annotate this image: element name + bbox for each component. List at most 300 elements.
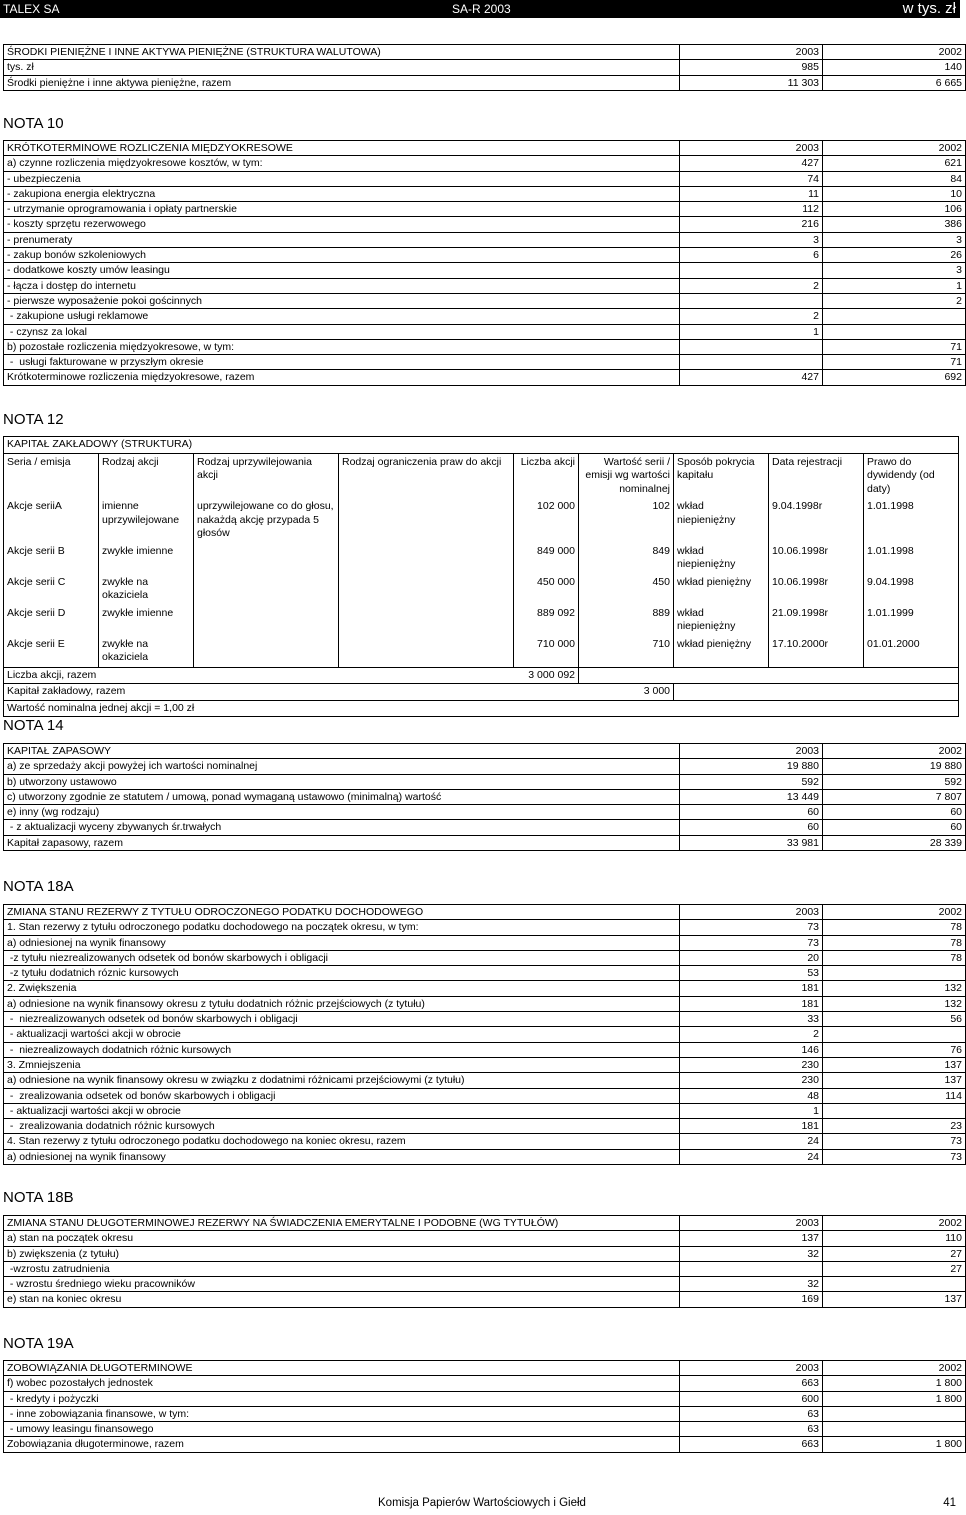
capital-column-header: Data rejestracji: [769, 453, 864, 498]
row-label: - koszty sprzętu rezerwowego: [4, 217, 680, 232]
row-value-current: 2: [680, 309, 823, 324]
row-value-previous: 60: [823, 820, 966, 835]
capital-total: Kapitał zakładowy, razem 3 000: [4, 684, 674, 701]
nota12-title: KAPITAŁ ZAKŁADOWY (STRUKTURA): [4, 437, 959, 454]
capital-cell-data: 10.06.1998r: [769, 574, 864, 605]
capital-column-header: Rodzaj ograniczenia praw do akcji: [339, 453, 514, 498]
nota12-heading: NOTA 12: [3, 411, 64, 428]
capital-cell-sposob: wkład pieniężny: [674, 574, 769, 605]
capital-cell-liczba: 710 000: [514, 636, 579, 668]
capital-cell-seria: Akcje serii B: [4, 543, 99, 574]
table-row: [4, 60, 966, 75]
nota18a-table: [3, 904, 966, 1165]
capital-cell-data: 9.04.1998r: [769, 498, 864, 543]
row-label: - kredyty i pożyczki: [4, 1391, 680, 1406]
capital-cell-sposob: wkład niepieniężny: [674, 605, 769, 636]
nota12-section: [3, 436, 958, 717]
row-label: c) utworzony zgodnie ze statutem / umową, ponad wymaganą ustawowo (minimalną) wartość: [4, 789, 680, 804]
row-label: a) odniesionej na wynik finansowy: [4, 1149, 680, 1164]
row-value-previous: 26: [823, 248, 966, 263]
unit-label: w tys. zł: [902, 0, 956, 17]
table-row: [4, 370, 966, 385]
table-row: [4, 1376, 966, 1391]
capital-cell-ogr: [339, 605, 514, 636]
row-value-previous: 56: [823, 1012, 966, 1027]
table-row: [4, 1149, 966, 1164]
table-title: ŚRODKI PIENIĘŻNE I INNE AKTYWA PIENIĘŻNE (STRUKTURA WALUTOWA): [4, 45, 680, 60]
row-label: - ubezpieczenia: [4, 171, 680, 186]
row-value-previous: 3: [823, 263, 966, 278]
row-value-current: 427: [680, 156, 823, 171]
table-row: [4, 1073, 966, 1088]
row-value-previous: 27: [823, 1261, 966, 1276]
row-value-previous: 1 800: [823, 1437, 966, 1452]
capital-cell-sposob: wkład pieniężny: [674, 636, 769, 668]
row-value-current: 24: [680, 1149, 823, 1164]
row-value-previous: 110: [823, 1231, 966, 1246]
table-row: [4, 1042, 966, 1057]
row-value-previous: 28 339: [823, 835, 966, 850]
table-row: [4, 1406, 966, 1421]
capital-column-header: Rodzaj uprzywilejowania akcji: [194, 453, 339, 498]
table-row: [4, 1134, 966, 1149]
year-column-header: 2002: [823, 744, 966, 759]
table-row: [4, 263, 966, 278]
row-label: - dodatkowe koszty umów leasingu: [4, 263, 680, 278]
row-label: e) inny (wg rodzaju): [4, 805, 680, 820]
table-row: [4, 1103, 966, 1118]
table-row: [4, 202, 966, 217]
year-column-header: 2003: [680, 45, 823, 60]
capital-cell-liczba: 849 000: [514, 543, 579, 574]
cash-section: [3, 44, 962, 91]
row-label: - zakup bonów szkoleniowych: [4, 248, 680, 263]
row-label: b) utworzony ustawowo: [4, 774, 680, 789]
row-value-previous: 27: [823, 1246, 966, 1261]
capital-cell-rodzaj: zwykłe na okaziciela: [99, 574, 194, 605]
row-value-previous: 73: [823, 1134, 966, 1149]
page-header: [0, 0, 960, 18]
capital-cell-ogr: [339, 636, 514, 668]
row-value-current: 2: [680, 1027, 823, 1042]
table-header-row: [4, 141, 966, 156]
table-header-row: [4, 1361, 966, 1376]
row-value-previous: 2: [823, 293, 966, 308]
nota18b-table: [3, 1215, 966, 1308]
row-label: a) odniesione na wynik finansowy okresu w związku z dodatnimi różnicami przejściowymi (z tytułu): [4, 1073, 680, 1088]
table-row: [4, 1088, 966, 1103]
row-label: - inne zobowiązania finansowe, w tym:: [4, 1406, 680, 1421]
table-row: [4, 232, 966, 247]
row-label: Środki pieniężne i inne aktywa pieniężne, razem: [4, 75, 680, 90]
nota14-heading: NOTA 14: [3, 717, 64, 734]
row-value-current: 1: [680, 324, 823, 339]
table-row: [4, 248, 966, 263]
table-row: [4, 75, 966, 90]
capital-cell-prawo: 1.01.1999: [864, 605, 959, 636]
row-value-current: 663: [680, 1437, 823, 1452]
nota12-table: [3, 436, 959, 717]
row-value-current: [680, 339, 823, 354]
row-value-current: 216: [680, 217, 823, 232]
year-column-header: 2003: [680, 1216, 823, 1231]
table-row: [4, 355, 966, 370]
year-column-header: 2002: [823, 45, 966, 60]
table-row: [4, 789, 966, 804]
row-label: -wzrostu zatrudnienia: [4, 1261, 680, 1276]
table-row: [4, 950, 966, 965]
row-value-current: 74: [680, 171, 823, 186]
table-row: [4, 759, 966, 774]
capital-cell-liczba: 102 000: [514, 498, 579, 543]
row-value-previous: 386: [823, 217, 966, 232]
row-value-previous: 10: [823, 186, 966, 201]
capital-cell-wartosc: 889: [579, 605, 674, 636]
row-label: - zakupiona energia elektryczna: [4, 186, 680, 201]
capital-row: [4, 543, 959, 574]
row-label: b) pozostałe rozliczenia międzyokresowe, w tym:: [4, 339, 680, 354]
row-value-current: 137: [680, 1231, 823, 1246]
table-title: ZMIANA STANU DŁUGOTERMINOWEJ REZERWY NA ŚWIADCZENIA EMERYTALNE I PODOBNE (WG TYTUŁÓW): [4, 1216, 680, 1231]
capital-row: [4, 605, 959, 636]
nota18b-heading: NOTA 18B: [3, 1189, 74, 1206]
table-row: [4, 774, 966, 789]
row-label: - łącza i dostęp do internetu: [4, 278, 680, 293]
capital-cell-seria: Akcje serii C: [4, 574, 99, 605]
row-value-previous: 692: [823, 370, 966, 385]
row-value-previous: [823, 1027, 966, 1042]
row-value-previous: 137: [823, 1292, 966, 1307]
row-value-previous: 1 800: [823, 1376, 966, 1391]
row-label: - umowy leasingu finansowego: [4, 1422, 680, 1437]
capital-cell-rodzaj: zwykłe imienne: [99, 543, 194, 574]
row-label: 4. Stan rezerwy z tytułu odroczonego podatku dochodowego na koniec okresu, razem: [4, 1134, 680, 1149]
row-value-previous: 19 880: [823, 759, 966, 774]
row-value-current: 33 981: [680, 835, 823, 850]
row-value-current: 13 449: [680, 789, 823, 804]
row-value-current: [680, 293, 823, 308]
row-value-current: 6: [680, 248, 823, 263]
table-row: [4, 1422, 966, 1437]
row-value-current: 3: [680, 232, 823, 247]
row-value-current: 181: [680, 981, 823, 996]
row-label: - utrzymanie oprogramowania i opłaty partnerskie: [4, 202, 680, 217]
row-value-previous: [823, 1406, 966, 1421]
capital-cell-prawo: 01.01.2000: [864, 636, 959, 668]
row-value-previous: [823, 1103, 966, 1118]
capital-cell-uprzyw: [194, 605, 339, 636]
row-label: Kapitał zapasowy, razem: [4, 835, 680, 850]
capital-cell-liczba: 450 000: [514, 574, 579, 605]
capital-cell-uprzyw: [194, 574, 339, 605]
nota10-section: [3, 140, 962, 386]
nota10-heading: NOTA 10: [3, 115, 64, 132]
row-label: a) ze sprzedaży akcji powyżej ich wartości nominalnej: [4, 759, 680, 774]
row-value-previous: 78: [823, 920, 966, 935]
row-label: - pierwsze wyposażenie pokoi gościnnych: [4, 293, 680, 308]
capital-cell-data: 17.10.2000r: [769, 636, 864, 668]
row-value-current: 48: [680, 1088, 823, 1103]
capital-cell-prawo: 9.04.1998: [864, 574, 959, 605]
capital-cell-liczba: 889 092: [514, 605, 579, 636]
table-row: [4, 156, 966, 171]
row-value-current: 24: [680, 1134, 823, 1149]
table-header-row: [4, 45, 966, 60]
row-value-current: 1: [680, 1103, 823, 1118]
capital-row: [4, 636, 959, 668]
row-value-previous: 7 807: [823, 789, 966, 804]
row-value-previous: 6 665: [823, 75, 966, 90]
row-label: Zobowiązania długoterminowe, razem: [4, 1437, 680, 1452]
capital-cell-rodzaj: zwykłe imienne: [99, 605, 194, 636]
capital-cell-ogr: [339, 574, 514, 605]
row-value-current: 600: [680, 1391, 823, 1406]
row-value-previous: [823, 324, 966, 339]
capital-cell-wartosc: 102: [579, 498, 674, 543]
table-row: [4, 1391, 966, 1406]
capital-header-row: [4, 453, 959, 498]
nominal-value-note: Wartość nominalna jednej akcji = 1,00 zł: [4, 700, 959, 717]
row-label: 1. Stan rezerwy z tytułu odroczonego podatku dochodowego na początek okresu, w tym:: [4, 920, 680, 935]
row-label: a) stan na początek okresu: [4, 1231, 680, 1246]
capital-cell-seria: Akcje serii D: [4, 605, 99, 636]
row-value-previous: 78: [823, 935, 966, 950]
row-value-previous: 78: [823, 950, 966, 965]
capital-column-header: Rodzaj akcji: [99, 453, 194, 498]
row-label: - zrealizowania odsetek od bonów skarbowych i obligacji: [4, 1088, 680, 1103]
row-value-previous: 84: [823, 171, 966, 186]
page-number: 41: [943, 1497, 956, 1509]
table-row: [4, 186, 966, 201]
row-value-previous: 137: [823, 1057, 966, 1072]
capital-cell-wartosc: 849: [579, 543, 674, 574]
cash-table: [3, 44, 966, 91]
year-column-header: 2002: [823, 141, 966, 156]
row-value-current: [680, 263, 823, 278]
row-value-previous: 71: [823, 355, 966, 370]
row-label: - niezrealizowaych dodatnich różnic kursowych: [4, 1042, 680, 1057]
row-value-previous: 114: [823, 1088, 966, 1103]
capital-column-header: Prawo do dywidendy (od daty): [864, 453, 959, 498]
table-row: [4, 278, 966, 293]
table-row: [4, 935, 966, 950]
footer-org: Komisja Papierów Wartościowych i Giełd: [378, 1497, 586, 1509]
row-value-current: 60: [680, 820, 823, 835]
report-name: SA-R 2003: [452, 2, 511, 16]
row-value-previous: 106: [823, 202, 966, 217]
row-label: a) odniesione na wynik finansowy okresu z tytułu dodatnich różnic przejściowych (z tytułu): [4, 996, 680, 1011]
nota14-table: [3, 743, 966, 851]
row-value-current: 73: [680, 935, 823, 950]
row-value-current: 63: [680, 1406, 823, 1421]
table-row: [4, 966, 966, 981]
row-value-previous: [823, 1277, 966, 1292]
row-value-current: 230: [680, 1057, 823, 1072]
table-row: [4, 805, 966, 820]
nota18a-heading: NOTA 18A: [3, 878, 74, 895]
row-value-current: 169: [680, 1292, 823, 1307]
row-value-previous: 621: [823, 156, 966, 171]
row-label: tys. zł: [4, 60, 680, 75]
nota18a-section: [3, 904, 962, 1165]
row-label: 3. Zmniejszenia: [4, 1057, 680, 1072]
row-value-current: 181: [680, 996, 823, 1011]
table-row: [4, 1057, 966, 1072]
capital-cell-prawo: 1.01.1998: [864, 543, 959, 574]
table-row: [4, 996, 966, 1011]
row-value-current: 20: [680, 950, 823, 965]
capital-row: [4, 498, 959, 543]
row-value-previous: 132: [823, 981, 966, 996]
table-row: [4, 1012, 966, 1027]
row-value-previous: [823, 309, 966, 324]
row-value-current: 2: [680, 278, 823, 293]
row-label: - niezrealizowanych odsetek od bonów skarbowych i obligacji: [4, 1012, 680, 1027]
capital-column-header: Wartość serii / emisji wg wartości nominalnej: [579, 453, 674, 498]
year-column-header: 2002: [823, 905, 966, 920]
row-label: a) odniesionej na wynik finansowy: [4, 935, 680, 950]
total-shares-label: Liczba akcji, razem 3 000 092: [4, 667, 579, 684]
nota19a-section: [3, 1360, 962, 1453]
table-row: [4, 835, 966, 850]
capital-cell-rodzaj: imienne uprzywilejowane: [99, 498, 194, 543]
table-row: [4, 820, 966, 835]
table-row: [4, 1277, 966, 1292]
row-value-current: 73: [680, 920, 823, 935]
table-row: [4, 217, 966, 232]
row-value-previous: 71: [823, 339, 966, 354]
capital-cell-seria: Akcje serii E: [4, 636, 99, 668]
row-label: - aktualizacji wartości akcji w obrocie: [4, 1027, 680, 1042]
row-label: - wzrostu średniego wieku pracowników: [4, 1277, 680, 1292]
capital-cell-prawo: 1.01.1998: [864, 498, 959, 543]
row-value-previous: 132: [823, 996, 966, 1011]
row-label: e) stan na koniec okresu: [4, 1292, 680, 1307]
year-column-header: 2003: [680, 141, 823, 156]
row-value-current: 11 303: [680, 75, 823, 90]
capital-cell-sposob: wkład niepieniężny: [674, 498, 769, 543]
capital-column-header: Sposób pokrycia kapitału: [674, 453, 769, 498]
table-title: ZMIANA STANU REZERWY Z TYTUŁU ODROCZONEGO PODATKU DOCHODOWEGO: [4, 905, 680, 920]
table-row: [4, 339, 966, 354]
table-row: [4, 1027, 966, 1042]
row-value-current: 11: [680, 186, 823, 201]
table-row: [4, 1231, 966, 1246]
row-value-previous: 23: [823, 1119, 966, 1134]
row-label: f) wobec pozostałych jednostek: [4, 1376, 680, 1391]
table-header-row: [4, 1216, 966, 1231]
nota18b-section: [3, 1215, 962, 1308]
row-value-previous: [823, 966, 966, 981]
row-value-previous: 137: [823, 1073, 966, 1088]
table-row: [4, 1119, 966, 1134]
capital-cell-uprzyw: uprzywilejowane co do głosu, nakażdą akcję przypada 5 głosów: [194, 498, 339, 543]
row-label: - prenumeraty: [4, 232, 680, 247]
capital-cell-sposob: wkład niepieniężny: [674, 543, 769, 574]
capital-cell-data: 21.09.1998r: [769, 605, 864, 636]
table-row: [4, 1292, 966, 1307]
row-label: - zrealizowania dodatnich różnic kursowych: [4, 1119, 680, 1134]
row-label: - z aktualizacji wyceny zbywanych śr.trwałych: [4, 820, 680, 835]
year-column-header: 2003: [680, 905, 823, 920]
row-value-current: [680, 1261, 823, 1276]
capital-column-header: Seria / emisja: [4, 453, 99, 498]
row-value-current: 663: [680, 1376, 823, 1391]
table-row: [4, 1437, 966, 1452]
table-row: [4, 1246, 966, 1261]
row-label: 2. Zwiększenia: [4, 981, 680, 996]
capital-column-header: Liczba akcji: [514, 453, 579, 498]
row-value-previous: 73: [823, 1149, 966, 1164]
row-value-current: 112: [680, 202, 823, 217]
row-value-previous: 1 800: [823, 1391, 966, 1406]
table-title: KRÓTKOTERMINOWE ROZLICZENIA MIĘDZYOKRESOWE: [4, 141, 680, 156]
year-column-header: 2002: [823, 1216, 966, 1231]
table-row: [4, 981, 966, 996]
capital-cell-data: 10.06.1998r: [769, 543, 864, 574]
table-row: [4, 171, 966, 186]
capital-cell-ogr: [339, 543, 514, 574]
row-label: - aktualizacji wartości akcji w obrocie: [4, 1103, 680, 1118]
row-label: Krótkoterminowe rozliczenia międzyokresowe, razem: [4, 370, 680, 385]
nota10-table: [3, 140, 966, 386]
year-column-header: 2003: [680, 1361, 823, 1376]
capital-row: [4, 574, 959, 605]
year-column-header: 2003: [680, 744, 823, 759]
row-label: b) zwiększenia (z tytułu): [4, 1246, 680, 1261]
nota19a-heading: NOTA 19A: [3, 1335, 74, 1352]
table-header-row: [4, 905, 966, 920]
capital-cell-ogr: [339, 498, 514, 543]
row-value-current: 427: [680, 370, 823, 385]
company-name: TALEX SA: [3, 2, 60, 16]
table-title: ZOBOWIĄZANIA DŁUGOTERMINOWE: [4, 1361, 680, 1376]
row-value-current: [680, 355, 823, 370]
nota14-section: [3, 743, 962, 851]
row-value-previous: [823, 1422, 966, 1437]
table-row: [4, 293, 966, 308]
capital-cell-wartosc: 450: [579, 574, 674, 605]
row-value-previous: 3: [823, 232, 966, 247]
row-value-previous: 76: [823, 1042, 966, 1057]
year-column-header: 2002: [823, 1361, 966, 1376]
capital-cell-wartosc: 710: [579, 636, 674, 668]
row-label: - zakupione usługi reklamowe: [4, 309, 680, 324]
row-value-previous: 140: [823, 60, 966, 75]
row-value-current: 63: [680, 1422, 823, 1437]
row-value-current: 33: [680, 1012, 823, 1027]
row-value-current: 230: [680, 1073, 823, 1088]
table-row: [4, 920, 966, 935]
row-value-current: 592: [680, 774, 823, 789]
row-value-current: 32: [680, 1277, 823, 1292]
row-value-current: 60: [680, 805, 823, 820]
table-row: [4, 324, 966, 339]
row-value-current: 19 880: [680, 759, 823, 774]
table-title: KAPITAŁ ZAPASOWY: [4, 744, 680, 759]
nota19a-table: [3, 1360, 966, 1453]
table-row: [4, 1261, 966, 1276]
row-label: a) czynne rozliczenia międzyokresowe kosztów, w tym:: [4, 156, 680, 171]
row-value-current: 985: [680, 60, 823, 75]
row-value-previous: 1: [823, 278, 966, 293]
table-row: [4, 309, 966, 324]
row-value-current: 181: [680, 1119, 823, 1134]
capital-cell-uprzyw: [194, 543, 339, 574]
row-label: - usługi fakturowane w przyszłym okresie: [4, 355, 680, 370]
row-value-previous: 592: [823, 774, 966, 789]
row-label: -z tytułu dodatnich róznic kursowych: [4, 966, 680, 981]
